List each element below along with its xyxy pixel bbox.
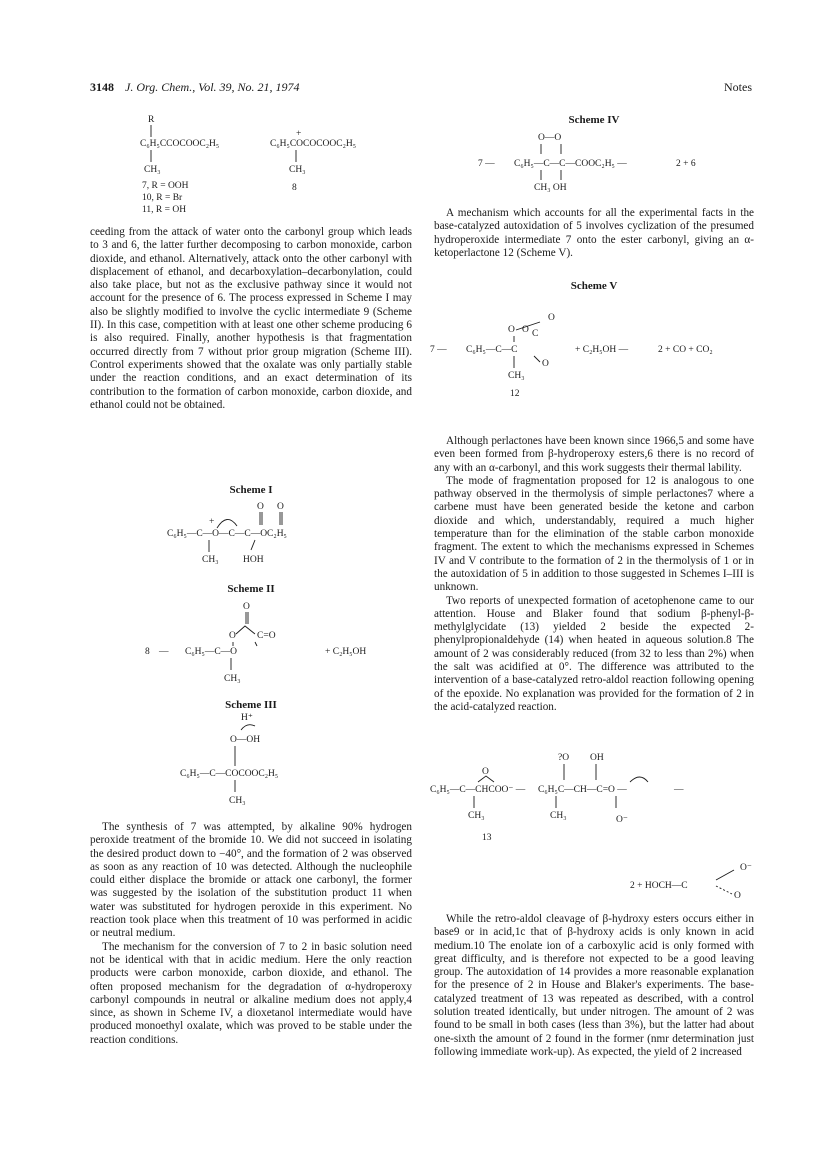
svg-text:+: + xyxy=(296,129,302,139)
svg-text:HOH: HOH xyxy=(243,555,264,565)
left-column-text-2 xyxy=(90,821,412,1047)
scheme-1-title: Scheme I xyxy=(229,484,273,496)
left-column-text-1 xyxy=(90,226,412,412)
svg-text:O—O: O—O xyxy=(538,133,562,143)
svg-text:+ C₂H₅OH: + C₂H₅OH xyxy=(325,647,367,657)
scheme-1-structure xyxy=(165,498,365,570)
svg-text:R: R xyxy=(148,115,155,125)
right-column-text-1 xyxy=(434,207,754,260)
compound-label-11: 11, R = OH xyxy=(142,205,187,215)
compound-label-13: 13 xyxy=(482,833,492,843)
right-column-text-2 xyxy=(434,435,754,714)
scheme-2-structure xyxy=(145,598,405,688)
scheme-4-structure xyxy=(478,128,738,198)
svg-text:7 —: 7 — xyxy=(430,345,447,355)
running-header xyxy=(90,80,300,95)
svg-text:O: O xyxy=(482,767,489,777)
compound-label-12: 12 xyxy=(510,389,520,399)
scheme-5-structure xyxy=(430,308,750,418)
glycidate-reaction-scheme xyxy=(430,752,760,902)
paragraph: A mechanism which accounts for all the experimental facts in the base-catalyzed autoxidation of 5 involves cyclization of the presumed hydroperoxide intermediate 7 onto the ester carbonyl, giving an α-ketoperlactone 12 (Scheme V). xyxy=(434,207,754,259)
right-column-text-3 xyxy=(434,913,754,1059)
svg-text:C=O: C=O xyxy=(257,631,276,641)
scheme-3-title: Scheme III xyxy=(225,699,277,711)
paragraph: While the retro-aldol cleavage of β-hydroxy esters occurs either in base9 or in acid,1c that of β-hydroxy acids is only known in acid medium.10 The enolate ion of a carboxylic acid is only formed with great difficulty, and is therefore not expected to be a good leaving group. The autoxidation of 14 provides a more reasonable explanation for the presence of 2 in House and Blaker's experiments. The base-catalyzed treatment of 13 was repeated as described, with a control solution treated identically, but under nitrogen. The amount of 2 was found to be small in both cases (less than 3%), but the latter had about one-sixth the amount of 2 found in the former (nmr determination just following immediate work-up). As expected, the yield of 2 increased xyxy=(434,913,754,1058)
svg-text:O—OH: O—OH xyxy=(230,735,261,745)
svg-text:C₆H₅—C—CHCOO⁻ —: C₆H₅—C—CHCOO⁻ — xyxy=(430,785,526,795)
svg-text:O: O xyxy=(508,325,515,335)
svg-text:O: O xyxy=(542,359,549,369)
paragraph: The mode of fragmentation proposed for 12 is analogous to one pathway observed in the thermolysis of simple perlactones7 where a carbene must have been generated beside the ketone and carbon dioxide and which, understandably, required a much higher temperature than for the elimination of the stable carbon monoxide fragment. The extent to which the mechanisms expressed in Schemes IV and V contribute to the formation of 2 in the thermolysis of 1 or in the autoxidation of 5 in addition to those suggested in Schemes I–III is unknown. xyxy=(434,474,754,594)
svg-text:C₆H₅—C—C: C₆H₅—C—C xyxy=(466,345,518,355)
svg-text:C₆H₅CCOCOOC₂H₅: C₆H₅CCOCOOC₂H₅ xyxy=(140,139,220,149)
svg-text:C₆H₅—C—C—COOC₂H₅ —: C₆H₅—C—C—COOC₂H₅ — xyxy=(514,159,627,169)
svg-text:O: O xyxy=(734,891,741,901)
paragraph: ceeding from the attack of water onto the carbonyl group which leads to 3 and 6, the latter further decomposing to carbon monoxide, carbon dioxide, and ethanol. Alternatively, attack onto the other carbonyl with displacement of ethanol, and decarboxylation–decarbonylation, could also take place, but not as the exclusive pathway since it would not account for the presence of 6. The process expressed in Scheme I may also be slightly modified to involve the cyclic intermediate 9 (Scheme II). In this case, competition with at least one other scheme producing 6 is also required. Finally, another hypothesis is that fragmentation occurred directly from 7 without prior group migration (Scheme III). Control experiments showed that the oxalate was only partially stable under the reaction conditions, and an exact determination of its contribution to the formation of carbon monoxide, carbon dioxide, and ethanol could not be obtained. xyxy=(90,226,412,411)
svg-text:O⁻: O⁻ xyxy=(616,815,628,825)
svg-text:O⁻: O⁻ xyxy=(740,863,752,873)
scheme-2-title: Scheme II xyxy=(227,583,275,595)
svg-text:C₆H₅COCOCOOC₂H₅: C₆H₅COCOCOOC₂H₅ xyxy=(270,139,357,149)
svg-text:CH₃: CH₃ xyxy=(224,674,241,684)
svg-text:CH₃: CH₃ xyxy=(289,165,306,175)
svg-text:2 + CO + CO₂: 2 + CO + CO₂ xyxy=(658,345,713,355)
svg-text:C: C xyxy=(532,329,539,339)
svg-text:2 + 6: 2 + 6 xyxy=(676,159,696,169)
svg-text:+: + xyxy=(209,517,215,527)
scheme-5-title: Scheme V xyxy=(570,280,618,292)
paragraph: Although perlactones have been known since 1966,5 and some have even been formed from β-hydroperoxy esters,6 there is no record of any with an α-carbonyl, and this work suggests their thermal lability. xyxy=(434,435,754,474)
paragraph: Two reports of unexpected formation of acetophenone came to our attention. House and Blaker found that sodium β-phenyl-β-methylglycidate (13) yielded 2 beside the expected 2-phenylpropionaldehyde (14) when heated in aqueous solution.8 The amount of 2 was considerably reduced (from 32 to less than 2%) when the salt was acidified at 0°. The difference was attributed to the intervention of a base-catalyzed retro-aldol reaction following opening of the epoxide. No explanation was provided for the formation of 2 in the acid-catalyzed reaction. xyxy=(434,594,754,713)
paragraph: The mechanism for the conversion of 7 to 2 in basic solution need not be identical with that in acidic medium. Here the only reaction products were carbon monoxide, carbon dioxide, and ethanol. The often proposed mechanism for the degradation of α-hydroperoxy carbonyl compounds in neutral or alkaline medium does not apply,4 since, as shown in Scheme IV, a dioxetanol intermediate would have produced monoethyl oxalate, which was proved to be stable under the reaction conditions. xyxy=(90,940,412,1046)
svg-text:O: O xyxy=(243,602,250,612)
svg-text:7 —: 7 — xyxy=(478,159,495,169)
svg-text:CH₃ OH: CH₃ OH xyxy=(534,183,567,193)
svg-text:8: 8 xyxy=(145,647,150,657)
svg-text:O: O xyxy=(277,502,284,512)
svg-text:CH₃: CH₃ xyxy=(202,555,219,565)
svg-text:O: O xyxy=(548,313,555,323)
structures-7-10-11-8 xyxy=(130,110,400,220)
svg-text:?O: ?O xyxy=(558,753,570,763)
compound-label-10: 10, R = Br xyxy=(142,193,183,203)
svg-text:C₆H₅C—CH—C=O —: C₆H₅C—CH—C=O — xyxy=(538,785,627,795)
svg-text:—: — xyxy=(674,785,684,795)
scheme-3-structure xyxy=(175,710,375,810)
svg-text:CH₃: CH₃ xyxy=(508,371,525,381)
svg-text:—: — xyxy=(159,647,169,657)
svg-text:+ C₂H₅OH —: + C₂H₅OH — xyxy=(575,345,629,355)
svg-text:O: O xyxy=(522,325,529,335)
journal-citation: J. Org. Chem., Vol. 39, No. 21, 1974 xyxy=(125,80,300,94)
compound-label-7: 7, R = OOH xyxy=(142,181,189,191)
scheme-4-title: Scheme IV xyxy=(568,114,620,126)
svg-text:O: O xyxy=(257,502,264,512)
svg-text:CH₃: CH₃ xyxy=(229,796,246,806)
svg-text:C₆H₅—C—O—C—C—OC₂H₅: C₆H₅—C—O—C—C—OC₂H₅ xyxy=(167,529,287,539)
svg-text:O: O xyxy=(229,631,236,641)
svg-text:CH₃: CH₃ xyxy=(144,165,161,175)
svg-text:C₆H₅—C—COCOOC₂H₅: C₆H₅—C—COCOOC₂H₅ xyxy=(180,769,279,779)
svg-text:OH: OH xyxy=(590,753,604,763)
svg-text:CH₃: CH₃ xyxy=(468,811,485,821)
svg-text:C₆H₅—C—O: C₆H₅—C—O xyxy=(185,647,238,657)
svg-text:H⁺: H⁺ xyxy=(241,713,253,723)
section-label: Notes xyxy=(724,80,752,94)
page-number: 3148 xyxy=(90,80,114,94)
paragraph: The synthesis of 7 was attempted, by alkaline 90% hydrogen peroxide treatment of the bromide 10. We did not succeed in isolating the desired product down to −40°, and the formation of 2 was observed as soon as any reaction of 10 was detected. Although the nucleophile could either displace the bromide or attack one carbonyl, the former was suggested by the isolation of the substitution product 11 when water was substituted for hydrogen peroxide in this experiment. No reaction took place when this treatment of 10 was performed in acidic or neutral medium. xyxy=(90,821,412,940)
svg-text:CH₃: CH₃ xyxy=(550,811,567,821)
svg-text:2 + HOCH—C: 2 + HOCH—C xyxy=(630,881,688,891)
compound-label-8: 8 xyxy=(292,183,297,193)
